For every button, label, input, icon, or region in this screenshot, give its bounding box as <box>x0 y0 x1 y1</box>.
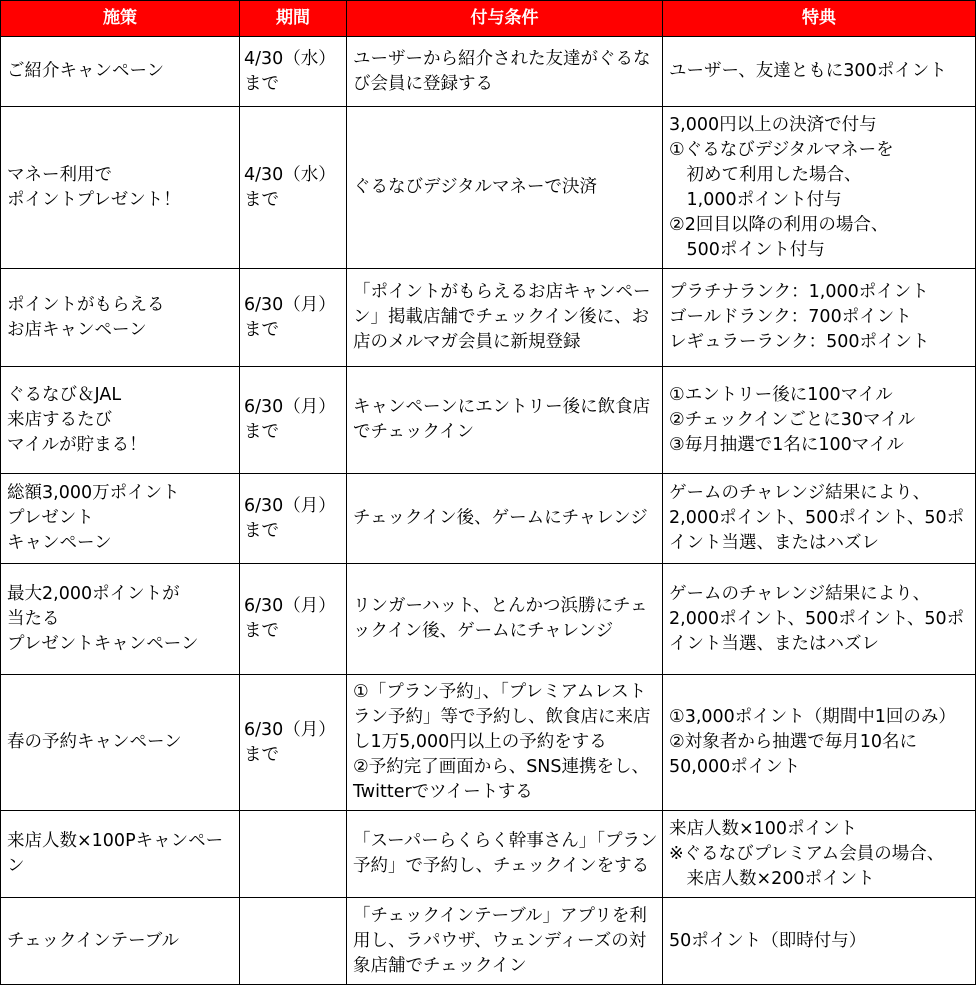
cell-period <box>240 811 347 898</box>
cell-measure: 総額3,000万ポイント プレゼント キャンペーン <box>1 474 240 564</box>
cell-period <box>240 898 347 985</box>
cell-measure: ご紹介キャンペーン <box>1 37 240 107</box>
table-row <box>1 269 976 367</box>
table-row <box>1 367 976 474</box>
header-condition: 付与条件 <box>347 1 663 37</box>
header-row <box>1 1 976 37</box>
cell-condition: 「ポイントがもらえるお店キャンペーン」掲載店舗でチェックイン後に、お店のメルマガ会員に新規登録 <box>347 269 663 367</box>
cell-period: 4/30（水） まで <box>240 107 347 269</box>
cell-period: 4/30（水） まで <box>240 37 347 107</box>
cell-condition: チェックイン後、ゲームにチャレンジ <box>347 474 663 564</box>
table-row <box>1 898 976 985</box>
header-benefit: 特典 <box>663 1 976 37</box>
cell-benefit: ユーザー、友達ともに300ポイント <box>663 37 976 107</box>
table-row <box>1 37 976 107</box>
cell-benefit: ゲームのチャレンジ結果により、2,000ポイント、500ポイント、50ポイント当選、またはハズレ <box>663 474 976 564</box>
cell-condition: キャンペーンにエントリー後に飲食店でチェックイン <box>347 367 663 474</box>
cell-period: 6/30（月） まで <box>240 269 347 367</box>
header-measure: 施策 <box>1 1 240 37</box>
table-header <box>1 1 976 37</box>
cell-benefit: ①エントリー後に100マイル ②チェックインごとに30マイル ③毎月抽選で1名に100マイル <box>663 367 976 474</box>
cell-benefit: ゲームのチャレンジ結果により、2,000ポイント、500ポイント、50ポイント当選、またはハズレ <box>663 564 976 675</box>
cell-condition: 「スーパーらくらく幹事さん」「プラン予約」で予約し、チェックインをする <box>347 811 663 898</box>
table-row <box>1 474 976 564</box>
cell-benefit: 3,000円以上の決済で付与 ①ぐるなびデジタルマネーを 初めて利用した場合、 1,000ポイント付与 ②2回目以降の利用の場合、 500ポイント付与 <box>663 107 976 269</box>
table-body <box>1 37 976 985</box>
cell-benefit: 来店人数×100ポイント ※ぐるなびプレミアム会員の場合、 来店人数×200ポイント <box>663 811 976 898</box>
cell-condition: 「チェックインテーブル」アプリを利用し、ラパウザ、ウェンディーズの対象店舗でチェックイン <box>347 898 663 985</box>
cell-measure: マネー利用で ポイントプレゼント！ <box>1 107 240 269</box>
header-period: 期間 <box>240 1 347 37</box>
cell-benefit: プラチナランク：1,000ポイント ゴールドランク：700ポイント レギュラーランク：500ポイント <box>663 269 976 367</box>
cell-period: 6/30（月） まで <box>240 675 347 811</box>
cell-period: 6/30（月） まで <box>240 367 347 474</box>
table-row <box>1 675 976 811</box>
cell-condition: ユーザーから紹介された友達がぐるなび会員に登録する <box>347 37 663 107</box>
cell-measure: ポイントがもらえる お店キャンペーン <box>1 269 240 367</box>
cell-benefit: ①3,000ポイント（期間中1回のみ） ②対象者から抽選で毎月10名に50,000ポイント <box>663 675 976 811</box>
cell-condition: ①「プラン予約」、「プレミアムレストラン予約」等で予約し、飲食店に来店し1万5,000円以上の予約をする ②予約完了画面から、SNS連携をし、Twitterでツイートする <box>347 675 663 811</box>
cell-measure: 最大2,000ポイントが 当たる プレゼントキャンペーン <box>1 564 240 675</box>
cell-measure: チェックインテーブル <box>1 898 240 985</box>
cell-measure: ぐるなび＆JAL 来店するたび マイルが貯まる！ <box>1 367 240 474</box>
table-row <box>1 564 976 675</box>
cell-period: 6/30（月） まで <box>240 564 347 675</box>
cell-measure: 来店人数×100Pキャンペーン <box>1 811 240 898</box>
cell-measure: 春の予約キャンペーン <box>1 675 240 811</box>
cell-condition: リンガーハット、とんかつ浜勝にチェックイン後、ゲームにチャレンジ <box>347 564 663 675</box>
table-row <box>1 811 976 898</box>
cell-period: 6/30（月） まで <box>240 474 347 564</box>
cell-condition: ぐるなびデジタルマネーで決済 <box>347 107 663 269</box>
cell-benefit: 50ポイント（即時付与） <box>663 898 976 985</box>
table-row <box>1 107 976 269</box>
